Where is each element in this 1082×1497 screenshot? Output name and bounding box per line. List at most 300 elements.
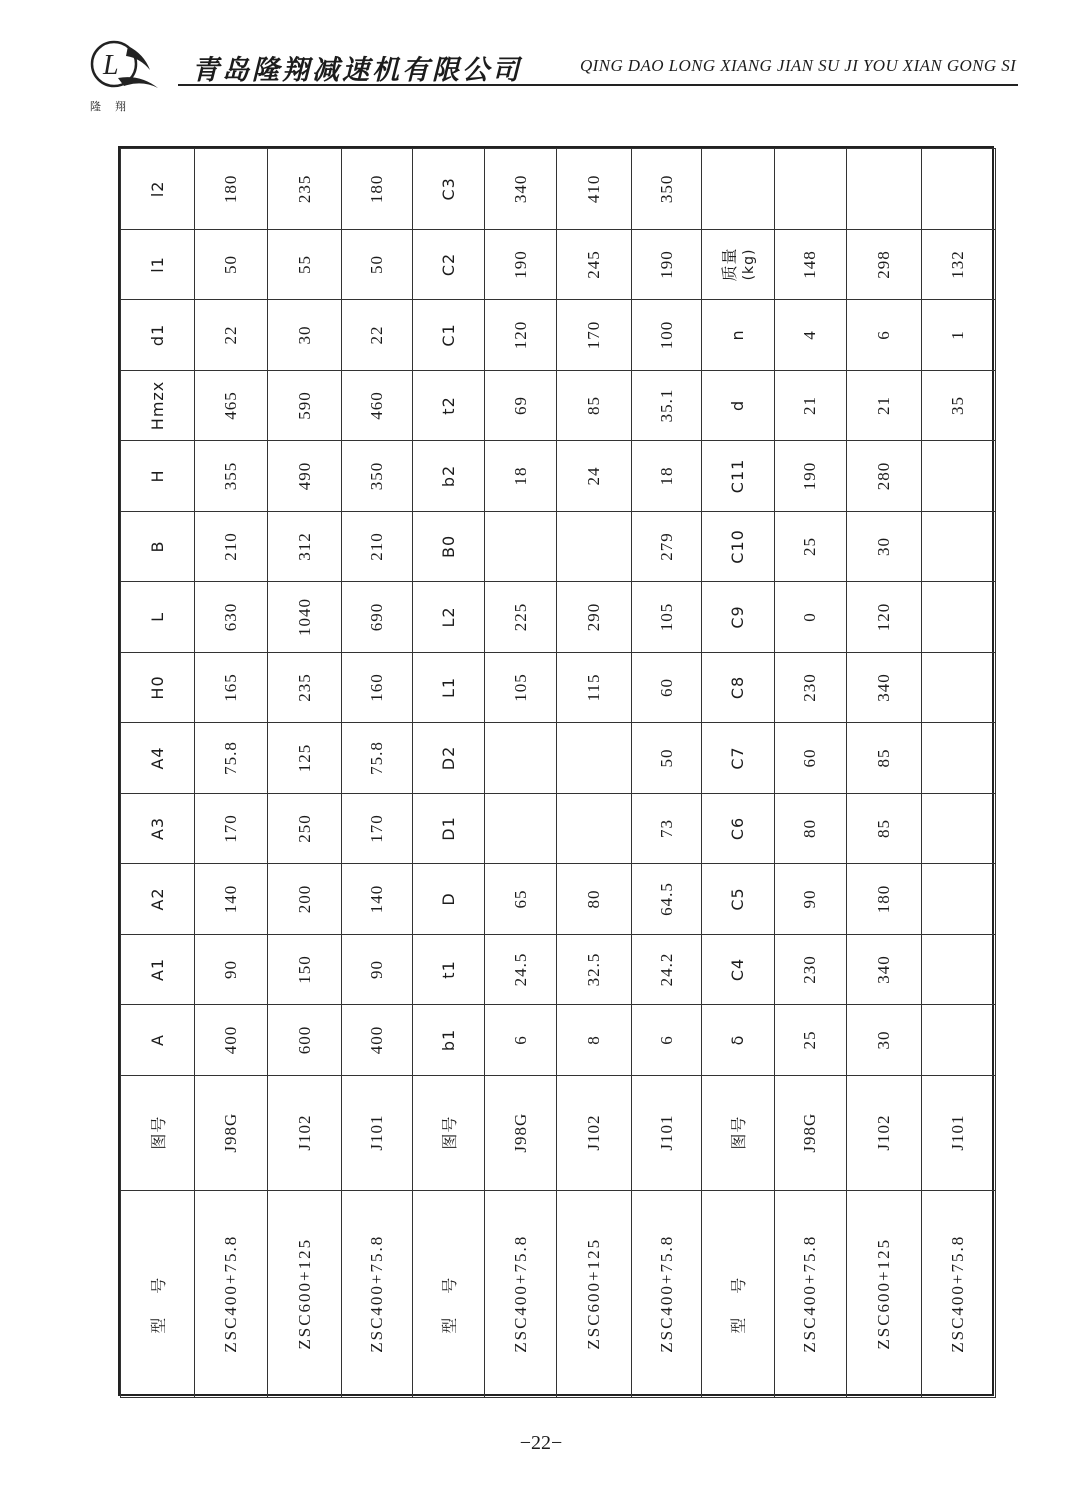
table-cell bbox=[774, 723, 846, 794]
cell-text: 400 bbox=[221, 1025, 241, 1055]
table-cell bbox=[267, 723, 341, 794]
header-cell bbox=[412, 793, 484, 864]
table-cell bbox=[631, 582, 701, 653]
table-cell bbox=[774, 441, 846, 512]
table-cell bbox=[774, 793, 846, 864]
header-cell bbox=[702, 441, 774, 512]
cell-text: 32.5 bbox=[584, 952, 604, 987]
table-cell bbox=[557, 229, 631, 300]
table-cell bbox=[342, 652, 412, 723]
table-cell bbox=[921, 1190, 996, 1397]
table-cell bbox=[847, 652, 921, 723]
table-cell bbox=[557, 864, 631, 935]
table-cell bbox=[921, 149, 996, 230]
table-row bbox=[121, 149, 195, 1398]
cell-text: 90 bbox=[800, 889, 820, 909]
cell-text: C9 bbox=[728, 605, 748, 629]
table-cell bbox=[342, 511, 412, 582]
table-cell bbox=[557, 149, 631, 230]
header-cell bbox=[702, 934, 774, 1005]
cell-text: d bbox=[728, 399, 748, 412]
cell-text: D1 bbox=[438, 816, 458, 841]
cell-text: A1 bbox=[148, 957, 168, 982]
cell-text: 35 bbox=[948, 395, 968, 415]
cell-text: 图号 bbox=[729, 1115, 749, 1150]
cell-text: 190 bbox=[656, 250, 676, 279]
cell-text: 60 bbox=[656, 677, 676, 697]
table-cell bbox=[267, 1005, 341, 1076]
cell-text: 80 bbox=[800, 818, 820, 838]
header-cell bbox=[702, 149, 774, 230]
cell-text: 350 bbox=[366, 461, 386, 491]
table-cell bbox=[195, 934, 267, 1005]
cell-text: B bbox=[148, 540, 168, 553]
cell-text: ZSC600+125 bbox=[873, 1237, 893, 1350]
table-cell bbox=[267, 441, 341, 512]
cell-text: 30 bbox=[873, 1030, 893, 1050]
header-cell bbox=[412, 229, 484, 300]
cell-text: 590 bbox=[294, 391, 314, 420]
cell-text: t1 bbox=[438, 960, 458, 979]
cell-text: 85 bbox=[584, 395, 604, 415]
table-cell bbox=[631, 229, 701, 300]
table-cell bbox=[267, 582, 341, 653]
table-cell bbox=[631, 441, 701, 512]
table-cell bbox=[195, 229, 267, 300]
cell-text: J102 bbox=[584, 1114, 604, 1151]
header-cell bbox=[121, 1005, 195, 1076]
table-cell bbox=[195, 864, 267, 935]
table-cell bbox=[195, 1190, 267, 1397]
header-cell bbox=[412, 149, 484, 230]
cell-text: b2 bbox=[438, 464, 458, 488]
table-cell bbox=[921, 1075, 996, 1190]
table-cell bbox=[195, 793, 267, 864]
header-cell bbox=[702, 1190, 774, 1397]
cell-text: 230 bbox=[800, 955, 820, 984]
table-cell bbox=[557, 300, 631, 371]
cell-text: ZSC400+75.8 bbox=[366, 1234, 386, 1353]
cell-text: ZSC400+75.8 bbox=[656, 1234, 676, 1353]
cell-text: C8 bbox=[728, 675, 748, 700]
table-cell bbox=[267, 229, 341, 300]
header-cell bbox=[121, 149, 195, 230]
cell-text: 65 bbox=[510, 889, 530, 909]
cell-text: δ bbox=[728, 1034, 748, 1046]
spec-table bbox=[120, 148, 996, 1398]
table-cell bbox=[195, 1075, 267, 1190]
table-cell bbox=[921, 300, 996, 371]
header-cell bbox=[121, 511, 195, 582]
header-cell bbox=[702, 793, 774, 864]
header-cell bbox=[702, 652, 774, 723]
cell-text: ZSC400+75.8 bbox=[510, 1234, 530, 1353]
table-cell bbox=[847, 793, 921, 864]
table-cell bbox=[847, 582, 921, 653]
cell-text: 410 bbox=[584, 174, 604, 204]
cell-text: 24 bbox=[584, 466, 604, 486]
header-cell bbox=[121, 934, 195, 1005]
cell-text: 6 bbox=[873, 330, 893, 340]
table-cell bbox=[485, 864, 557, 935]
table-cell bbox=[774, 149, 846, 230]
table-cell bbox=[557, 1005, 631, 1076]
table-cell bbox=[267, 1190, 341, 1397]
table-cell bbox=[847, 441, 921, 512]
cell-text: 18 bbox=[510, 466, 530, 486]
cell-text: 1040 bbox=[294, 597, 314, 636]
table-cell bbox=[485, 582, 557, 653]
header-cell bbox=[121, 793, 195, 864]
table-cell bbox=[557, 441, 631, 512]
table-cell bbox=[485, 229, 557, 300]
cell-text: 30 bbox=[873, 536, 893, 556]
cell-text: 235 bbox=[294, 673, 314, 702]
table-cell bbox=[921, 652, 996, 723]
header-cell bbox=[412, 652, 484, 723]
cell-text: 85 bbox=[873, 748, 893, 768]
cell-text: 170 bbox=[366, 814, 386, 843]
header-cell bbox=[412, 582, 484, 653]
cell-text: 245 bbox=[584, 250, 604, 279]
table-cell bbox=[631, 934, 701, 1005]
cell-text: L2 bbox=[438, 606, 458, 628]
table-cell bbox=[485, 1190, 557, 1397]
table-cell bbox=[267, 300, 341, 371]
table-cell bbox=[774, 582, 846, 653]
table-cell bbox=[195, 582, 267, 653]
mass-unit: (kg) bbox=[741, 248, 758, 281]
table-cell bbox=[485, 511, 557, 582]
table-cell bbox=[485, 1075, 557, 1190]
cell-text: 25 bbox=[800, 1030, 820, 1050]
table-cell bbox=[485, 793, 557, 864]
table-cell bbox=[267, 511, 341, 582]
cell-text: 115 bbox=[584, 673, 604, 702]
header-cell bbox=[121, 441, 195, 512]
table-cell bbox=[847, 1075, 921, 1190]
table-cell bbox=[342, 864, 412, 935]
cell-text: 55 bbox=[294, 254, 314, 274]
company-name-cn: 青岛隆翔减速机有限公司 bbox=[192, 55, 522, 86]
cell-text: ZSC400+75.8 bbox=[800, 1234, 820, 1353]
cell-text: 21 bbox=[873, 395, 893, 415]
table-cell bbox=[342, 149, 412, 230]
cell-text: 6 bbox=[510, 1035, 530, 1045]
cell-text: 105 bbox=[656, 602, 676, 632]
table-cell bbox=[921, 1005, 996, 1076]
cell-text: A2 bbox=[148, 887, 168, 911]
table-cell bbox=[774, 1075, 846, 1190]
cell-text: 质量 bbox=[720, 247, 740, 282]
header-cell bbox=[121, 300, 195, 371]
cell-text: 80 bbox=[584, 889, 604, 909]
table-cell bbox=[774, 300, 846, 371]
table-cell bbox=[557, 1075, 631, 1190]
cell-text: 125 bbox=[294, 743, 314, 773]
cell-text: 图号 bbox=[439, 1115, 459, 1150]
table-cell bbox=[921, 582, 996, 653]
table-cell bbox=[267, 793, 341, 864]
table-cell bbox=[342, 1005, 412, 1076]
table-cell bbox=[774, 1005, 846, 1076]
page-number: −22− bbox=[519, 1432, 563, 1454]
table-cell bbox=[267, 864, 341, 935]
table-row bbox=[267, 149, 341, 1398]
header-rule bbox=[178, 84, 1018, 86]
header-cell bbox=[121, 582, 195, 653]
cell-text: 180 bbox=[366, 174, 386, 204]
cell-text: 340 bbox=[510, 174, 530, 204]
cell-text: 50 bbox=[221, 254, 241, 274]
cell-text: A3 bbox=[148, 816, 168, 841]
cell-text: J102 bbox=[294, 1114, 314, 1151]
header-cell bbox=[412, 441, 484, 512]
cell-text: 190 bbox=[510, 250, 530, 279]
cell-text: 0 bbox=[800, 612, 820, 622]
cell-text: ZSC400+75.8 bbox=[221, 1234, 241, 1353]
header-cell bbox=[702, 511, 774, 582]
company-name-en: QING DAO LONG XIANG JIAN SU JI YOU XIAN GONG SI bbox=[580, 56, 1017, 75]
header-cell bbox=[412, 864, 484, 935]
cell-text: 490 bbox=[294, 461, 314, 491]
cell-text: C6 bbox=[728, 816, 748, 841]
table-cell bbox=[921, 370, 996, 441]
cell-text: 210 bbox=[366, 532, 386, 561]
cell-text: 50 bbox=[366, 254, 386, 274]
cell-text: ZSC400+75.8 bbox=[948, 1234, 968, 1353]
cell-text: 150 bbox=[294, 955, 314, 984]
table-cell bbox=[485, 149, 557, 230]
table-cell bbox=[631, 652, 701, 723]
cell-text: 160 bbox=[366, 673, 386, 702]
table-cell bbox=[485, 934, 557, 1005]
table-cell bbox=[557, 793, 631, 864]
cell-text: 170 bbox=[221, 814, 241, 843]
table-cell bbox=[485, 441, 557, 512]
cell-text: ZSC600+125 bbox=[584, 1237, 604, 1350]
cell-text: 170 bbox=[584, 320, 604, 350]
cell-text: 90 bbox=[366, 959, 386, 979]
cell-text: 18 bbox=[656, 466, 676, 486]
table-cell bbox=[195, 370, 267, 441]
header-cell bbox=[121, 864, 195, 935]
spec-table-frame bbox=[118, 146, 994, 1396]
cell-text: 279 bbox=[656, 532, 676, 561]
cell-text: 21 bbox=[800, 395, 820, 415]
table-cell bbox=[847, 149, 921, 230]
cell-text: 180 bbox=[221, 174, 241, 204]
header-cell bbox=[702, 229, 774, 300]
table-cell bbox=[195, 723, 267, 794]
table-cell bbox=[847, 511, 921, 582]
cell-text: C11 bbox=[728, 458, 748, 494]
cell-text: 100 bbox=[656, 320, 676, 350]
cell-text: ZSC600+125 bbox=[294, 1237, 314, 1350]
cell-text: 148 bbox=[800, 250, 820, 279]
cell-text: 630 bbox=[221, 602, 241, 632]
cell-text: J101 bbox=[656, 1114, 676, 1151]
table-cell bbox=[847, 300, 921, 371]
cell-text: L bbox=[148, 612, 168, 622]
cell-text: 120 bbox=[510, 320, 530, 350]
header-cell bbox=[121, 370, 195, 441]
table-cell bbox=[774, 1190, 846, 1397]
header-cell bbox=[412, 723, 484, 794]
cell-text: l1 bbox=[148, 256, 168, 273]
table-cell bbox=[485, 723, 557, 794]
cell-text: 600 bbox=[294, 1025, 314, 1055]
table-cell bbox=[485, 300, 557, 371]
cell-text: 690 bbox=[366, 602, 386, 632]
cell-text: H bbox=[148, 469, 168, 483]
header-cell bbox=[121, 723, 195, 794]
table-cell bbox=[342, 582, 412, 653]
table-cell bbox=[847, 1005, 921, 1076]
header-cell bbox=[412, 370, 484, 441]
table-cell bbox=[195, 511, 267, 582]
header-cell bbox=[412, 1075, 484, 1190]
cell-text: 30 bbox=[294, 325, 314, 345]
cell-text: 85 bbox=[873, 818, 893, 838]
header-cell bbox=[412, 934, 484, 1005]
table-cell bbox=[557, 511, 631, 582]
cell-text: C7 bbox=[728, 746, 748, 770]
table-cell bbox=[267, 1075, 341, 1190]
table-cell bbox=[847, 864, 921, 935]
cell-text: 105 bbox=[510, 673, 530, 702]
cell-text: 24.2 bbox=[656, 952, 676, 987]
table-cell bbox=[774, 864, 846, 935]
cell-text: 235 bbox=[294, 174, 314, 204]
header-cell bbox=[121, 652, 195, 723]
header-cell bbox=[412, 1005, 484, 1076]
cell-text: 230 bbox=[800, 673, 820, 702]
cell-text: 25 bbox=[800, 536, 820, 556]
cell-text: 340 bbox=[873, 673, 893, 702]
table-cell bbox=[631, 149, 701, 230]
cell-text: 350 bbox=[656, 174, 676, 204]
cell-text: 250 bbox=[294, 814, 314, 843]
table-row bbox=[631, 149, 701, 1398]
table-cell bbox=[557, 1190, 631, 1397]
table-cell bbox=[557, 370, 631, 441]
cell-text: H0 bbox=[148, 675, 168, 700]
table-cell bbox=[631, 793, 701, 864]
cell-text: 165 bbox=[221, 673, 241, 702]
cell-text: 355 bbox=[221, 461, 241, 491]
header-cell bbox=[412, 1190, 484, 1397]
header-cell bbox=[702, 370, 774, 441]
cell-text: B0 bbox=[438, 534, 458, 559]
table-cell bbox=[631, 723, 701, 794]
cell-text: J101 bbox=[948, 1114, 968, 1151]
cell-text: A4 bbox=[148, 746, 168, 770]
table-cell bbox=[847, 723, 921, 794]
cell-text: C3 bbox=[438, 177, 458, 201]
table-cell bbox=[267, 934, 341, 1005]
cell-text: 298 bbox=[873, 250, 893, 279]
cell-text: J98G bbox=[800, 1112, 820, 1153]
table-cell bbox=[557, 723, 631, 794]
header-cell bbox=[121, 1190, 195, 1397]
cell-text: b1 bbox=[438, 1028, 458, 1052]
table-cell bbox=[485, 652, 557, 723]
table-cell bbox=[847, 934, 921, 1005]
table-row bbox=[557, 149, 631, 1398]
cell-text: t2 bbox=[438, 396, 458, 415]
table-cell bbox=[921, 441, 996, 512]
table-cell bbox=[342, 1075, 412, 1190]
table-cell bbox=[342, 441, 412, 512]
cell-text: C1 bbox=[438, 323, 458, 347]
cell-text: 210 bbox=[221, 532, 241, 561]
table-cell bbox=[557, 652, 631, 723]
header-cell bbox=[702, 582, 774, 653]
table-cell bbox=[921, 934, 996, 1005]
table-cell bbox=[267, 652, 341, 723]
table-cell bbox=[774, 370, 846, 441]
table-cell bbox=[342, 1190, 412, 1397]
cell-text: 400 bbox=[366, 1025, 386, 1055]
cell-text: n bbox=[728, 329, 748, 341]
cell-text: 69 bbox=[510, 395, 530, 415]
table-cell bbox=[631, 1005, 701, 1076]
header-cell bbox=[412, 511, 484, 582]
table-row bbox=[702, 149, 774, 1398]
cell-text: D2 bbox=[438, 745, 458, 771]
table-cell bbox=[631, 511, 701, 582]
table-cell bbox=[921, 511, 996, 582]
cell-text: 140 bbox=[366, 884, 386, 914]
table-cell bbox=[774, 934, 846, 1005]
cell-text: 190 bbox=[800, 461, 820, 491]
cell-text: D bbox=[438, 892, 458, 906]
cell-text: 465 bbox=[221, 391, 241, 420]
cell-text: J102 bbox=[873, 1114, 893, 1151]
table-cell bbox=[631, 370, 701, 441]
logo-letter: L bbox=[103, 50, 119, 81]
cell-text: 132 bbox=[948, 250, 968, 279]
table-row bbox=[921, 149, 996, 1398]
cell-text: C2 bbox=[438, 252, 458, 277]
table-cell bbox=[342, 793, 412, 864]
table-cell bbox=[195, 441, 267, 512]
header-cell bbox=[702, 1005, 774, 1076]
table-cell bbox=[631, 300, 701, 371]
table-cell bbox=[342, 934, 412, 1005]
cell-text: J101 bbox=[366, 1114, 386, 1151]
header-cell bbox=[412, 300, 484, 371]
table-cell bbox=[774, 229, 846, 300]
cell-text: d1 bbox=[148, 323, 168, 347]
header-cell bbox=[702, 300, 774, 371]
cell-text: 280 bbox=[873, 461, 893, 491]
cell-text: C5 bbox=[728, 887, 748, 911]
table-cell bbox=[485, 1005, 557, 1076]
table-row bbox=[195, 149, 267, 1398]
table-cell bbox=[631, 1075, 701, 1190]
cell-text: 6 bbox=[656, 1035, 676, 1045]
cell-text: 75.8 bbox=[366, 741, 386, 775]
table-cell bbox=[557, 934, 631, 1005]
table-cell bbox=[921, 864, 996, 935]
table-cell bbox=[267, 149, 341, 230]
cell-text: 75.8 bbox=[221, 741, 241, 775]
table-cell bbox=[195, 1005, 267, 1076]
cell-text: 型号 bbox=[729, 1253, 749, 1334]
cell-text: 4 bbox=[800, 330, 820, 340]
